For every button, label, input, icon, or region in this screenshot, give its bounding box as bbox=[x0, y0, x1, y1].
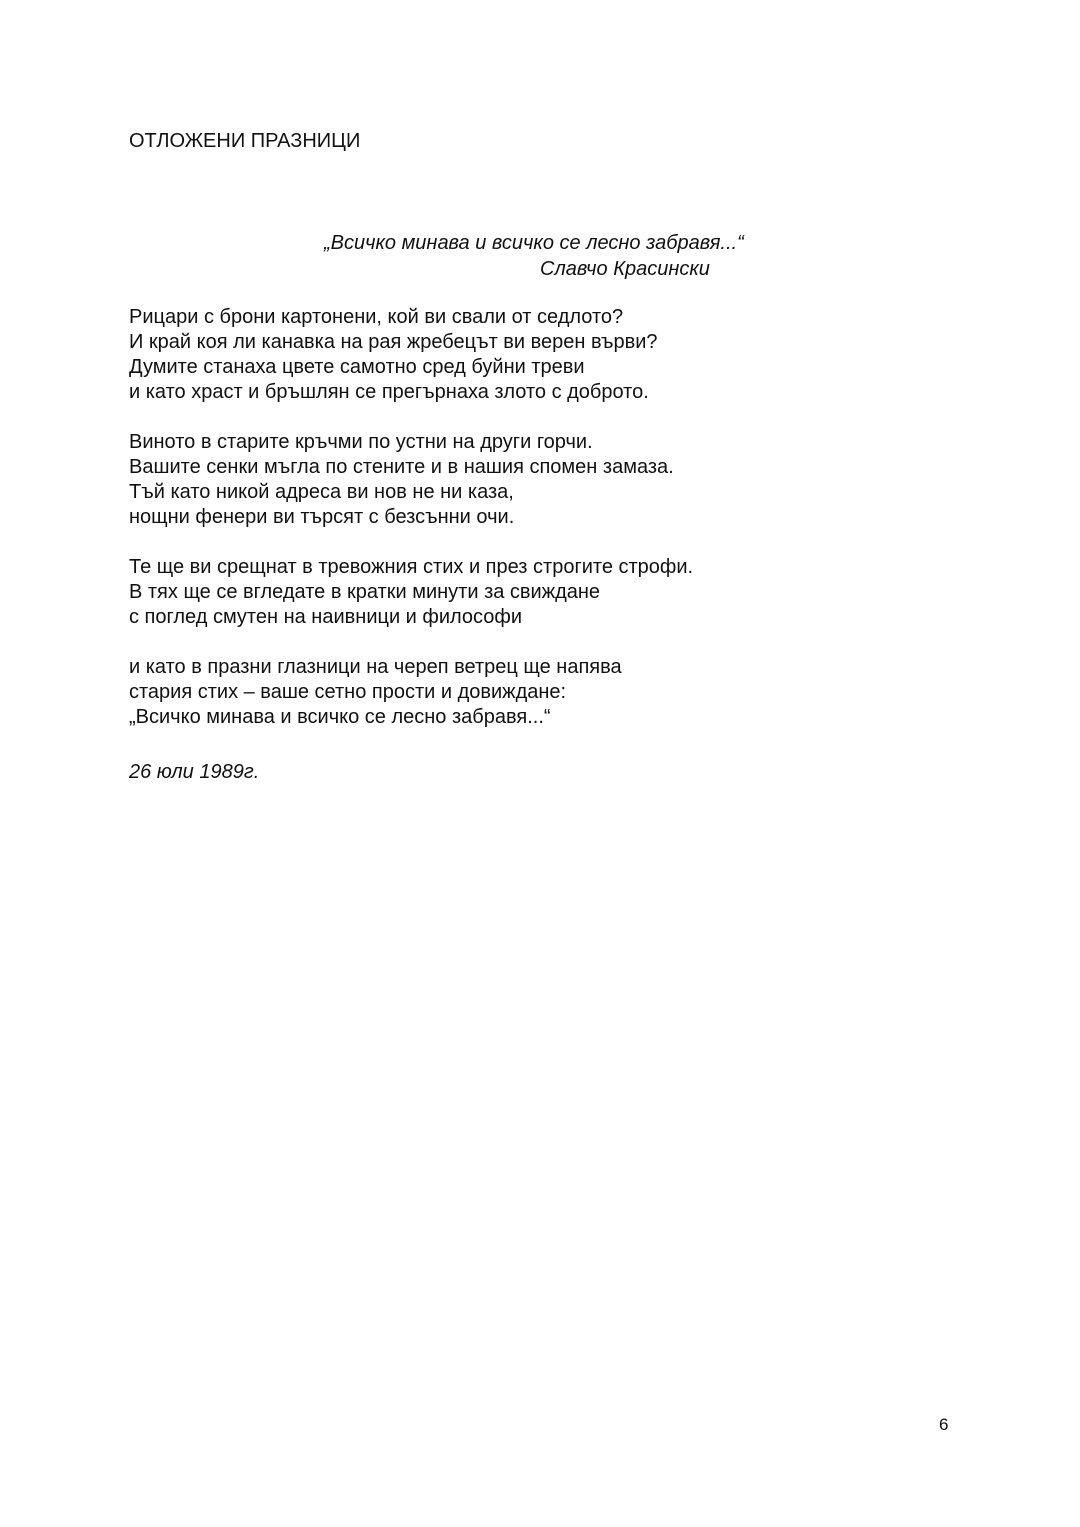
epigraph-quote: „Всичко минава и всичко се лесно забравя...“ bbox=[324, 232, 744, 254]
poem-line: стария стих – ваше сетно прости и довиждане: bbox=[129, 681, 567, 703]
page-number: 6 bbox=[939, 1415, 949, 1434]
poem-line: Те ще ви срещнат в тревожния стих и през строгите строфи. bbox=[129, 556, 694, 578]
poem-body bbox=[129, 305, 889, 755]
poem-line: В тях ще се вгледате в кратки минути за свиждане bbox=[129, 581, 601, 603]
poem-date: 26 юли 1989г. bbox=[129, 761, 260, 783]
poem-line: нощни фенери ви търсят с безсънни очи. bbox=[129, 506, 515, 528]
poem-line: Думите станаха цвете самотно сред буйни треви bbox=[129, 356, 585, 378]
stanza-2 bbox=[129, 430, 889, 530]
poem-line: И край коя ли канавка на рая жребецът ви верен върви? bbox=[129, 331, 658, 353]
stanza-1 bbox=[129, 305, 889, 405]
poem-line: Виното в старите кръчми по устни на други горчи. bbox=[129, 431, 593, 453]
stanza-4 bbox=[129, 655, 889, 730]
poem-line: и като храст и бръшлян се прегърнаха злото с доброто. bbox=[129, 381, 649, 403]
poem-line: Вашите сенки мъгла по стените и в нашия спомен замаза. bbox=[129, 456, 674, 478]
poem-title: ОТЛОЖЕНИ ПРАЗНИЦИ bbox=[129, 130, 361, 152]
poem-line: и като в празни глазници на череп ветрец ще напява bbox=[129, 656, 622, 678]
poem-line: „Всичко минава и всичко се лесно забравя...“ bbox=[129, 706, 551, 728]
stanza-3 bbox=[129, 555, 889, 630]
poem-line: с поглед смутен на наивници и философи bbox=[129, 606, 523, 628]
epigraph-author: Славчо Красински bbox=[540, 258, 710, 280]
poem-line: Тъй като никой адреса ви нов не ни каза, bbox=[129, 481, 514, 503]
poem-line: Рицари с брони картонени, кой ви свали от седлото? bbox=[129, 306, 624, 328]
